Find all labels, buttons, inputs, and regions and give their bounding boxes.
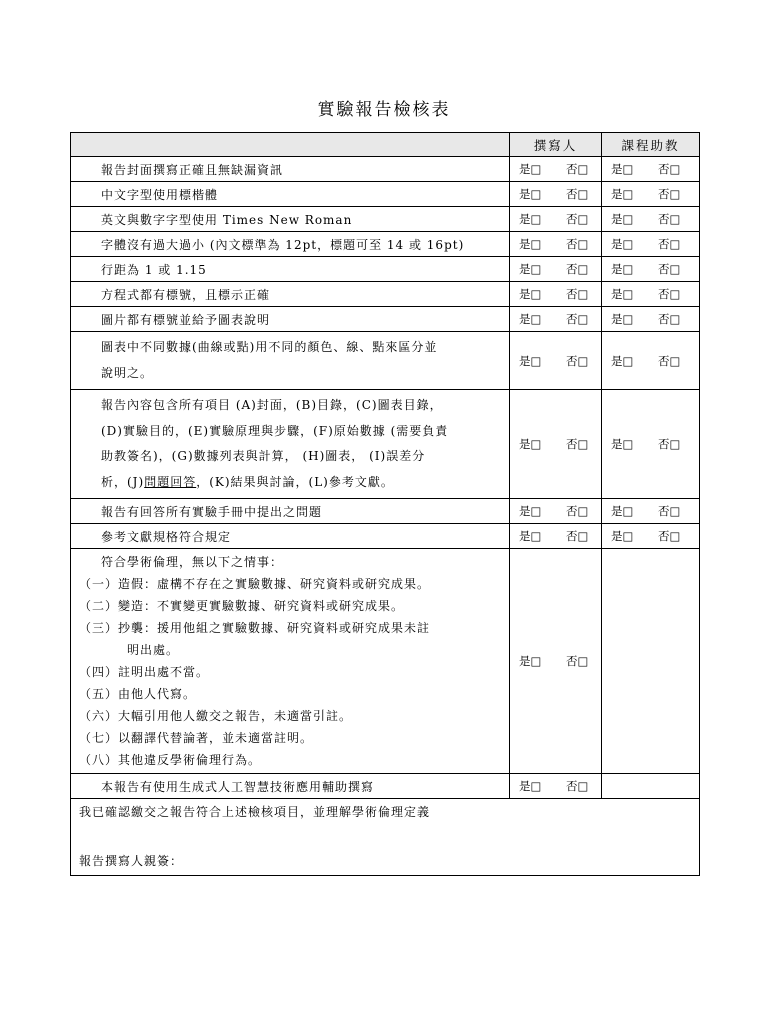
item-text: 析，(J) [101,474,145,489]
check-row-ai [71,774,700,799]
no-checkbox[interactable]: 否□ [658,529,681,543]
check-row [71,499,700,524]
yes-checkbox[interactable]: 是□ [519,312,542,326]
yes-checkbox[interactable]: 是□ [611,287,634,301]
confirm-statement: 我已確認繳交之報告符合上述檢核項目，並理解學術倫理定義 [79,805,431,819]
author-yes-no [510,332,602,390]
yes-checkbox[interactable]: 是□ [611,529,634,543]
check-row-contents [71,390,700,499]
no-checkbox[interactable]: 否□ [658,237,681,251]
item-line: 助教簽名)，(G)數據列表與計算， (H)圖表， (I)誤差分 [101,449,426,463]
no-checkbox[interactable]: 否□ [566,262,589,276]
author-yes-no [510,257,602,282]
item-label: 報告有回答所有實驗手冊中提出之問題 [71,499,510,524]
author-yes-no [510,524,602,549]
yes-checkbox[interactable]: 是□ [611,437,634,451]
signature-field[interactable]: 報告撰寫人親簽： [79,854,184,868]
item-label: 行距為 1 或 1.15 [71,257,510,282]
no-checkbox[interactable]: 否□ [658,437,681,451]
author-yes-no [510,390,602,499]
item-line: 說明之。 [101,365,154,380]
ethics-item: （一）造假：虛構不存在之實驗數據、研究資料或研究成果。 [79,577,431,591]
yes-checkbox[interactable]: 是□ [519,287,542,301]
yes-checkbox[interactable]: 是□ [611,212,634,226]
checklist-table [70,132,700,876]
yes-checkbox[interactable]: 是□ [519,437,542,451]
author-yes-no [510,182,602,207]
ethics-item: （八）其他違反學術倫理行為。 [79,753,262,767]
item-label: 圖片都有標號並給予圖表說明 [71,307,510,332]
confirm-cell [71,799,700,876]
item-line: (D)實驗目的，(E)實驗原理與步驟，(F)原始數據 (需要負責 [101,423,449,438]
yes-checkbox[interactable]: 是□ [519,504,542,518]
item-label: 英文與數字字型使用 Times New Roman [71,207,510,232]
ta-yes-no [602,332,700,390]
check-row [71,257,700,282]
yes-checkbox[interactable]: 是□ [611,353,634,368]
no-checkbox[interactable]: 否□ [566,353,589,368]
item-line: 圖表中不同數據(曲線或點)用不同的顏色、線、點來區分並 [101,340,438,354]
no-checkbox[interactable]: 否□ [566,187,589,201]
no-checkbox[interactable]: 否□ [658,504,681,518]
yes-checkbox[interactable]: 是□ [611,187,634,201]
item-label: 方程式都有標號，且標示正確 [71,282,510,307]
no-checkbox[interactable]: 否□ [658,262,681,276]
check-row [71,207,700,232]
check-row [71,182,700,207]
yes-checkbox[interactable]: 是□ [611,262,634,276]
no-checkbox[interactable]: 否□ [566,212,589,226]
ta-blank-cell [602,549,700,774]
check-row-ethics [71,549,700,774]
no-checkbox[interactable]: 否□ [566,437,589,451]
item-label: 本報告有使用生成式人工智慧技術應用輔助撰寫 [71,774,510,799]
ethics-item: （四）註明出處不當。 [79,665,210,679]
check-row [71,282,700,307]
no-checkbox[interactable]: 否□ [566,654,589,668]
ta-yes-no [602,282,700,307]
yes-checkbox[interactable]: 是□ [611,162,634,176]
yes-checkbox[interactable]: 是□ [611,312,634,326]
check-row [71,524,700,549]
ethics-list [71,549,510,774]
item-label: 報告封面撰寫正確且無缺漏資訊 [71,157,510,182]
item-text: ，(K)結果與討論，(L)參考文獻。 [196,474,394,489]
ethics-intro: 符合學術倫理，無以下之情事： [101,555,284,569]
ethics-item: （六）大幅引用他人繳交之報告，未適當引註。 [79,709,353,723]
no-checkbox[interactable]: 否□ [566,779,589,793]
item-label: 參考文獻規格符合規定 [71,524,510,549]
check-row-chart [71,332,700,390]
underlined-text: 問題回答 [144,474,197,489]
yes-checkbox[interactable]: 是□ [519,654,542,668]
no-checkbox[interactable]: 否□ [566,287,589,301]
confirm-row [71,799,700,876]
ta-yes-no [602,390,700,499]
author-yes-no [510,307,602,332]
author-yes-no [510,774,602,799]
item-label-chart [71,332,510,390]
check-row [71,232,700,257]
ethics-item: （七）以翻譯代替論著，並未適當註明。 [79,731,314,745]
item-label: 中文字型使用標楷體 [71,182,510,207]
yes-checkbox[interactable]: 是□ [519,187,542,201]
header-row [71,133,700,157]
yes-checkbox[interactable]: 是□ [611,237,634,251]
ta-yes-no [602,232,700,257]
yes-checkbox[interactable]: 是□ [519,162,542,176]
no-checkbox[interactable]: 否□ [658,312,681,326]
no-checkbox[interactable]: 否□ [658,212,681,226]
no-checkbox[interactable]: 否□ [566,529,589,543]
author-yes-no [510,232,602,257]
yes-checkbox[interactable]: 是□ [519,353,542,368]
author-yes-no [510,157,602,182]
no-checkbox[interactable]: 否□ [658,162,681,176]
check-row [71,157,700,182]
no-checkbox[interactable]: 否□ [566,312,589,326]
yes-checkbox[interactable]: 是□ [519,779,542,793]
ethics-item: （三）抄襲：援用他組之實驗數據、研究資料或研究成果未註 [79,621,431,635]
yes-checkbox[interactable]: 是□ [519,237,542,251]
yes-checkbox[interactable]: 是□ [519,212,542,226]
ta-yes-no [602,157,700,182]
no-checkbox[interactable]: 否□ [566,237,589,251]
ta-yes-no [602,257,700,282]
item-line: 報告內容包含所有項目 (A)封面，(B)目錄，(C)圖表目錄， [101,398,443,412]
header-ta: 課程助教 [602,133,700,157]
yes-checkbox[interactable]: 是□ [519,529,542,543]
ta-yes-no [602,182,700,207]
no-checkbox[interactable]: 否□ [658,187,681,201]
ta-yes-no [602,499,700,524]
ta-yes-no [602,524,700,549]
no-checkbox[interactable]: 否□ [566,504,589,518]
yes-checkbox[interactable]: 是□ [611,504,634,518]
author-yes-no [510,282,602,307]
page-title: 實驗報告檢核表 [317,100,451,120]
item-label-contents [71,390,510,499]
yes-checkbox[interactable]: 是□ [519,262,542,276]
ta-yes-no [602,207,700,232]
header-author: 撰寫人 [510,133,602,157]
ta-yes-no [602,307,700,332]
item-line [101,470,503,496]
author-yes-no [510,549,602,774]
header-blank [71,133,510,157]
check-row [71,307,700,332]
ethics-item-cont: 明出處。 [127,643,180,657]
ta-blank-cell [602,774,700,799]
author-yes-no [510,499,602,524]
no-checkbox[interactable]: 否□ [566,162,589,176]
author-yes-no [510,207,602,232]
no-checkbox[interactable]: 否□ [658,353,681,368]
ethics-item: （五）由他人代寫。 [79,687,197,701]
ethics-item: （二）變造：不實變更實驗數據、研究資料或研究成果。 [79,599,405,613]
item-label: 字體沒有過大過小 (內文標準為 12pt，標題可至 14 或 16pt) [71,232,510,257]
no-checkbox[interactable]: 否□ [658,287,681,301]
